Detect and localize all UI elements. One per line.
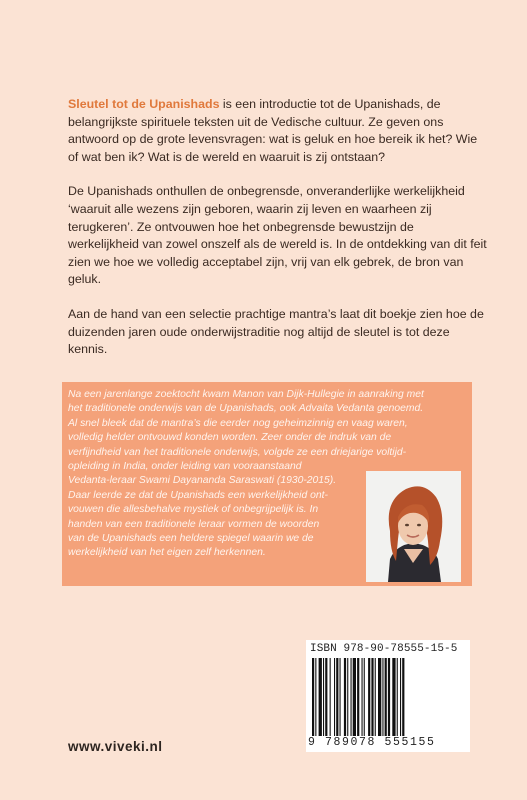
intro-paragraph-3: Aan de hand van een selectie prachtige mantra’s laat dit boekje zien hoe de duizenden jaren oude onderwijstraditie nog altijd de sleutel is tot deze kennis.	[68, 306, 484, 357]
author-photo	[366, 471, 461, 582]
intro-paragraph-1	[68, 96, 488, 166]
intro-text	[68, 96, 488, 376]
bio-line: Na een jarenlange zoektocht kwam Manon van Dijk-Hullegie in aanraking met	[68, 389, 424, 400]
bio-line: opleiding in India, onder leiding van vooraanstaand	[68, 461, 302, 473]
bio-line: werkelijkheid van het eigen zelf herkennen.	[68, 547, 266, 559]
bio-line: Al snel bleek dat de mantra’s die eerder nog geheimzinnig en vaag waren,	[68, 417, 408, 429]
website-url: www.viveki.nl	[68, 739, 163, 754]
bio-line: volledig helder ontvouwd konden worden. Zeer onder de indruk van de	[68, 432, 392, 444]
intro-paragraph-2: De Upanishads onthullen de onbegrensde, onveranderlijke werkelijkheid ‘waaruit alle wezens zijn geboren, waarin zij leven en waarheen zij terugkeren’. Ze ontvouwen hoe het onbegrensde bewustzijn de werkelijkheid van zowel onszelf als de wereld is. In de ontdekking van dit feit zien we hoe we volledig acceptabel zijn, vrij van elk gebrek, de bron van geluk.	[68, 184, 487, 287]
bio-line: Vedanta-leraar Swami Dayananda Saraswati (1930-2015).	[68, 475, 337, 487]
book-title: Sleutel tot de Upanishads	[68, 97, 220, 111]
bio-line: handen van een traditionele leraar vormen de woorden	[68, 518, 320, 530]
intro-paragraph-1-text: is een introductie tot de Upanishads, de belangrijkste spirituele teksten uit de Vedische cultuur. Ze geven ons antwoord op de grote levensvragen: wat is geluk en hoe bereik ik het? Wie of wat ben ik? Wat is de wereld en waaruit is zij ontstaan?	[68, 97, 478, 164]
author-portrait-image	[366, 471, 461, 582]
barcode	[306, 640, 470, 752]
bio-line: vouwen die allesbehalve mystiek of onbegrijpelijk is. In	[68, 504, 319, 516]
bio-line: Daar leerde ze dat de Upanishads een werkelijkheid ont-	[68, 489, 328, 501]
ean-digits: 9 789078 555155	[308, 736, 436, 749]
bio-line: van de Upanishads een heldere spiegel waarin we de	[68, 533, 314, 545]
bio-line: verfijndheid van het traditionele onderwijs, volgde ze een driejarige voltijd-	[68, 446, 407, 458]
bio-line: het traditionele onderwijs van de Upanishads, ook Advaita Vedanta genoemd.	[68, 403, 424, 415]
barcode-bars	[312, 658, 464, 736]
isbn-number: ISBN 978-90-78555-15-5	[310, 643, 458, 655]
